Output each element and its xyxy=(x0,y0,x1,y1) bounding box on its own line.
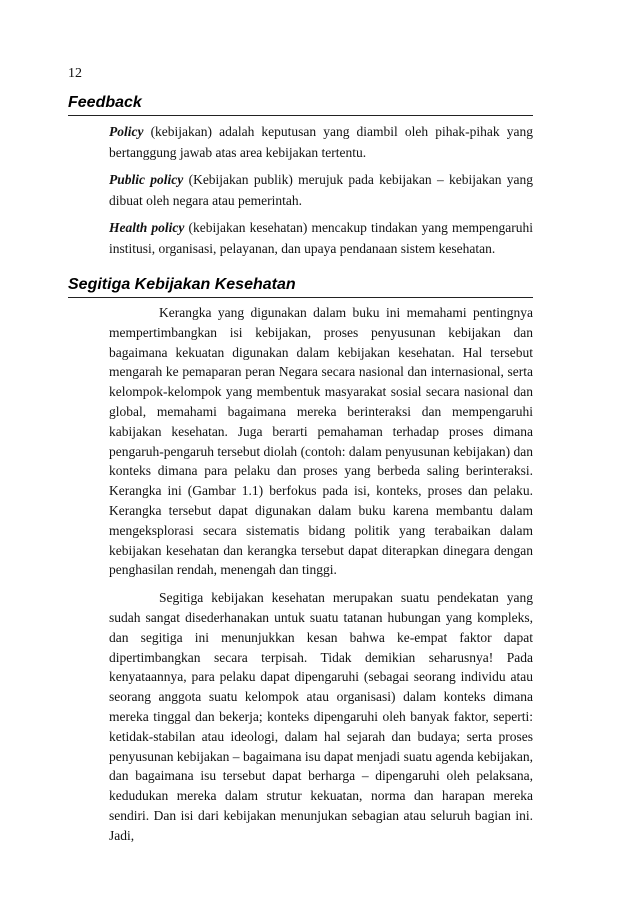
definition-health-policy xyxy=(109,217,533,259)
body-paragraph: Segitiga kebijakan kesehatan merupakan suatu pendekatan yang sudah sangat disederhanakan untuk suatu tatanan hubungan yang kompleks, dan segitiga ini menunjukkan kesan bahwa ke-empat faktor dapat dipertimbangkan secara terpisah. Tidak demikian seharusnya! Pada kenyataannya, para pelaku dapat dipengaruhi (sebagai seorang individu atau seorang anggota suatu kelompok atau organisasi) dalam konteks dimana mereka tinggal dan bekerja; konteks dipengaruhi oleh banyak faktor, seperti: ketidak-stabilan atau ideologi, dalam hal sejarah dan budaya; serta proses penyusunan kebijakan – bagaimana isu dapat menjadi suatu agenda kebijakan, dan bagaimana isu tersebut dapat berharga – dipengaruhi oleh pelaksana, kedudukan mereka dalam strutur kekuatan, norma dan harapan mereka sendiri. Dan isi dari kebijakan menunjukan sebagian atau seluruh bagian ini. Jadi, xyxy=(109,590,533,843)
section-heading-segitiga: Segitiga Kebijakan Kesehatan xyxy=(68,275,533,298)
definition-text: (Kebijakan publik) merujuk pada kebijakan – kebijakan yang dibuat oleh negara atau pemerintah. xyxy=(109,172,534,208)
definition-term: Policy xyxy=(109,124,144,139)
body-paragraph: Kerangka yang digunakan dalam buku ini memahami pentingnya mempertimbangkan isi kebijakan, proses penyusunan kebijakan dan bagaimana kekuatan digunakan dalam kebijakan kesehatan. Hal tersebut mengarah ke pemaparan peran Negara secara nasional dan internasional, serta kelompok-kelompok yang membentuk masyarakat sosial secara nasional dan global, memahami bagaimana mereka berinteraksi dan mempengaruhi kabijakan kesehatan. Juga berarti pemahaman terhadap proses dimana pengaruh-pengaruh tersebut diolah (contoh: dalam penyusunan kebijakan) dan konteks dimana para pelaku dan proses yang berbeda saling berinteraksi. Kerangka ini (Gambar 1.1) berfokus pada isi, konteks, proses dan pelaku. Kerangka tersebut dapat digunakan dalam buku karena membantu dalam mengeksplorasi secara sistematis bidang politik yang terabaikan dalam kebijakan kesehatan dan kerangka tersebut dapat diterapkan dinegara dengan penghasilan rendah, menengah dan tinggi. xyxy=(109,305,533,578)
definition-term: Health policy xyxy=(109,220,185,235)
definition-text: (kebijakan kesehatan) mencakup tindakan yang mempengaruhi institusi, organisasi, pelayanan, dan upaya pendanaan sistem kesehatan. xyxy=(109,220,533,256)
definitions-list xyxy=(109,121,533,265)
page-number: 12 xyxy=(68,66,82,81)
section-body xyxy=(109,303,533,854)
definition-policy xyxy=(109,121,533,163)
definition-public-policy xyxy=(109,169,533,211)
definition-term: Public policy xyxy=(109,172,184,187)
section-heading-feedback: Feedback xyxy=(68,93,533,116)
definition-text: (kebijakan) adalah keputusan yang diambil oleh pihak-pihak yang bertanggung jawab atas area kebijakan tertentu. xyxy=(109,124,533,160)
